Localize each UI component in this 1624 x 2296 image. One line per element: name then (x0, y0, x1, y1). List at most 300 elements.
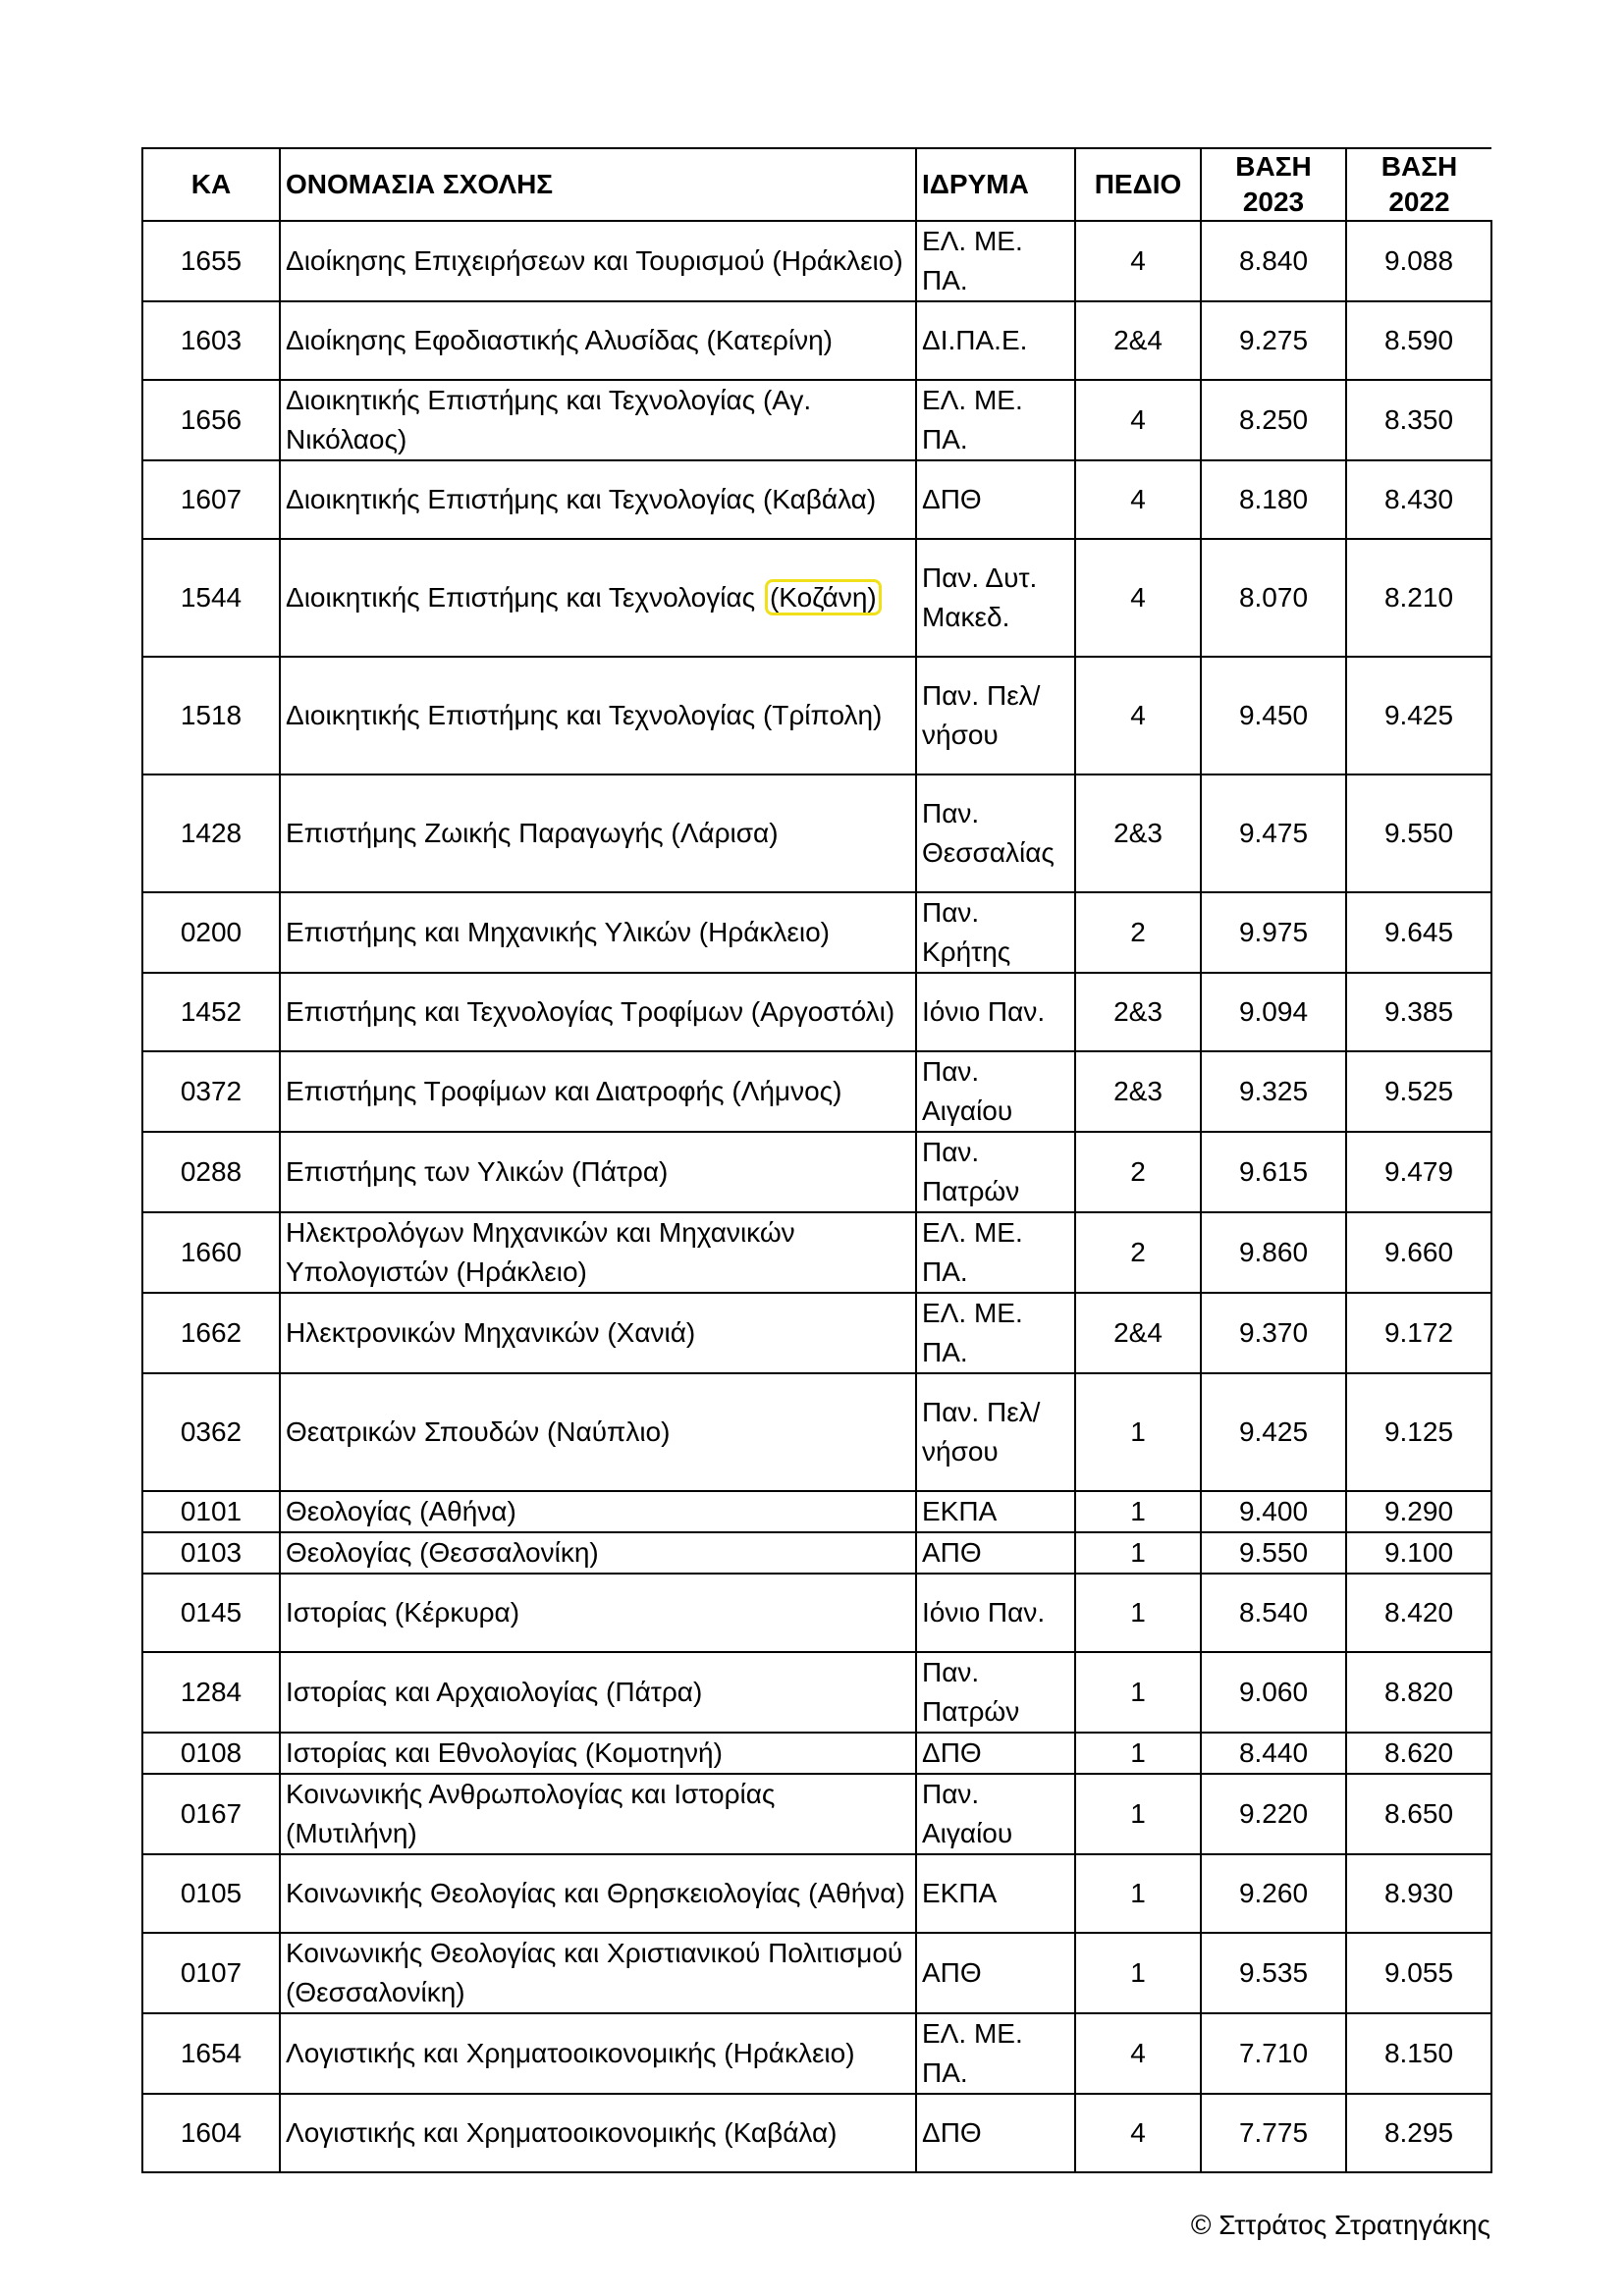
header-base-2023: ΒΑΣΗ 2023 (1201, 148, 1346, 221)
cell-field-text: 2&3 (1113, 818, 1163, 848)
cell-code-text: 1603 (180, 325, 243, 355)
cell-institution (916, 380, 1075, 460)
cell-base-2022-text: 9.172 (1383, 1317, 1454, 1348)
cell-institution (916, 774, 1075, 892)
cell-base-2022-text: 8.820 (1383, 1677, 1454, 1707)
table-row (142, 774, 1491, 892)
cell-base-2022-text: 9.088 (1383, 245, 1454, 276)
cell-field-text: 2 (1130, 917, 1146, 947)
cell-institution (916, 2013, 1075, 2094)
cell-field-text: 2 (1130, 1237, 1146, 1267)
cell-base-2022-text: 9.125 (1383, 1416, 1454, 1447)
cell-code (142, 1733, 280, 1774)
cell-base-2023 (1201, 657, 1346, 774)
cell-base-2022 (1346, 1733, 1491, 1774)
cell-institution (916, 1733, 1075, 1774)
cell-name-text: Κοινωνικής Ανθρωπολογίας και Ιστορίας (Μυτιλήνη) (286, 1779, 776, 1848)
cell-base-2022-text: 9.425 (1383, 700, 1454, 730)
cell-base-2022 (1346, 221, 1491, 301)
cell-field-text: 1 (1130, 1957, 1146, 1988)
cell-base-2023 (1201, 380, 1346, 460)
cell-field-text: 1 (1130, 1597, 1146, 1628)
cell-name-text: Επιστήμης Τροφίμων και Διατροφής (Λήμνος) (286, 1076, 842, 1106)
cell-base-2023-text: 9.535 (1238, 1957, 1309, 1988)
cell-institution-text: ΔΙ.ΠΑ.Ε. (922, 325, 1028, 355)
cell-base-2022-text: 8.590 (1383, 325, 1454, 355)
cell-code-text: 1604 (180, 2117, 243, 2148)
cell-base-2023 (1201, 1293, 1346, 1373)
cell-code (142, 892, 280, 973)
header-institution: ΙΔΡΥΜΑ (916, 148, 1075, 221)
cell-base-2023-text: 9.060 (1238, 1677, 1309, 1707)
cell-base-2023 (1201, 1733, 1346, 1774)
table-row (142, 657, 1491, 774)
cell-code (142, 657, 280, 774)
copyright-notice: © Σττράτος Στρατηγάκης (1190, 2210, 1490, 2240)
cell-base-2023 (1201, 973, 1346, 1051)
table-row (142, 973, 1491, 1051)
cell-institution-text: ΕΛ. ΜΕ. ΠΑ. (922, 226, 1023, 295)
cell-field-text: 4 (1130, 700, 1146, 730)
cell-base-2023 (1201, 1774, 1346, 1854)
cell-base-2022-text: 9.525 (1383, 1076, 1454, 1106)
cell-field-text: 2&3 (1113, 996, 1163, 1027)
cell-base-2022-text: 9.055 (1383, 1957, 1454, 1988)
cell-name (280, 774, 916, 892)
cell-name (280, 1051, 916, 1132)
cell-code (142, 1933, 280, 2013)
cell-field (1075, 1532, 1201, 1574)
cell-field (1075, 2094, 1201, 2172)
cell-base-2023 (1201, 1933, 1346, 2013)
cell-name-text: Θεατρικών Σπουδών (Ναύπλιο) (286, 1416, 671, 1447)
cell-field (1075, 1774, 1201, 1854)
cell-code-text: 0167 (180, 1798, 243, 1829)
cell-institution-text: ΕΚΠΑ (922, 1496, 998, 1526)
cell-base-2022 (1346, 1774, 1491, 1854)
cell-code-text: 1518 (180, 700, 243, 730)
cell-field (1075, 460, 1201, 539)
cell-field (1075, 1212, 1201, 1293)
cell-code-text: 0108 (180, 1737, 243, 1768)
cell-code (142, 774, 280, 892)
table-row (142, 2094, 1491, 2172)
cell-base-2023-text: 9.400 (1238, 1496, 1309, 1526)
cell-field-text: 4 (1130, 404, 1146, 435)
cell-base-2023-text: 9.260 (1238, 1878, 1309, 1908)
cell-base-2023 (1201, 892, 1346, 973)
cell-field (1075, 892, 1201, 973)
cell-base-2023-text: 9.975 (1238, 917, 1309, 947)
cell-name (280, 1854, 916, 1933)
cell-code (142, 2094, 280, 2172)
cell-code (142, 1854, 280, 1933)
cell-name-text: Διοικητικής Επιστήμης και Τεχνολογίας (Καβάλα) (286, 484, 877, 514)
cell-code-text: 0105 (180, 1878, 243, 1908)
cell-institution (916, 1574, 1075, 1652)
cell-code (142, 1774, 280, 1854)
cell-institution (916, 1212, 1075, 1293)
cell-base-2023 (1201, 2094, 1346, 2172)
cell-institution (916, 1051, 1075, 1132)
cell-code-text: 0288 (180, 1156, 243, 1187)
cell-institution (916, 221, 1075, 301)
cell-base-2022-text: 8.650 (1383, 1798, 1454, 1829)
cell-institution (916, 1854, 1075, 1933)
header-field: ΠΕΔΙΟ (1075, 148, 1201, 221)
cell-name (280, 2013, 916, 2094)
cell-code (142, 221, 280, 301)
cell-code (142, 460, 280, 539)
cell-base-2022 (1346, 1373, 1491, 1491)
cell-institution (916, 657, 1075, 774)
cell-code-text: 0101 (180, 1496, 243, 1526)
cell-base-2022-text: 8.210 (1383, 582, 1454, 613)
cell-base-2023 (1201, 539, 1346, 657)
cell-institution-text: Παν. Πατρών (922, 1137, 1020, 1206)
cell-base-2023-text: 8.440 (1238, 1737, 1309, 1768)
cell-institution-text: ΔΠΘ (922, 484, 982, 514)
cell-name (280, 1491, 916, 1532)
cell-base-2022-text: 8.295 (1383, 2117, 1454, 2148)
cell-base-2022-text: 8.150 (1383, 2038, 1454, 2068)
cell-institution-text: Ιόνιο Παν. (922, 996, 1046, 1027)
cell-code-text: 0362 (180, 1416, 243, 1447)
cell-institution (916, 1652, 1075, 1733)
cell-field (1075, 1733, 1201, 1774)
cell-name-text: Επιστήμης Ζωικής Παραγωγής (Λάρισα) (286, 818, 779, 848)
cell-base-2022 (1346, 1051, 1491, 1132)
cell-institution-text: ΑΠΘ (922, 1957, 982, 1988)
cell-base-2022-text: 8.430 (1383, 484, 1454, 514)
cell-base-2023-text: 9.275 (1238, 325, 1309, 355)
cell-base-2022 (1346, 539, 1491, 657)
cell-field-text: 4 (1130, 2038, 1146, 2068)
highlight-marker: (Κοζάνη) (765, 579, 882, 615)
cell-name (280, 1652, 916, 1733)
cell-name (280, 380, 916, 460)
cell-institution (916, 2094, 1075, 2172)
table-row (142, 892, 1491, 973)
cell-institution (916, 460, 1075, 539)
cell-field-text: 4 (1130, 2117, 1146, 2148)
header-base-2022: ΒΑΣΗ 2022 (1346, 148, 1491, 221)
cell-base-2023 (1201, 774, 1346, 892)
cell-base-2022 (1346, 1652, 1491, 1733)
cell-base-2023 (1201, 221, 1346, 301)
cell-name (280, 1212, 916, 1293)
cell-code-text: 0145 (180, 1597, 243, 1628)
table-row (142, 221, 1491, 301)
cell-institution (916, 1293, 1075, 1373)
cell-code (142, 2013, 280, 2094)
cell-base-2022 (1346, 1132, 1491, 1212)
cell-base-2023-text: 9.425 (1238, 1416, 1309, 1447)
cell-name (280, 1774, 916, 1854)
cell-base-2022-text: 9.550 (1383, 818, 1454, 848)
cell-base-2023 (1201, 301, 1346, 380)
cell-institution-text: Παν. Πατρών (922, 1657, 1020, 1727)
cell-base-2022-text: 8.350 (1383, 404, 1454, 435)
table-row (142, 1212, 1491, 1293)
cell-field-text: 2&4 (1113, 1317, 1163, 1348)
cell-base-2023 (1201, 1532, 1346, 1574)
cell-institution (916, 1774, 1075, 1854)
cell-institution (916, 539, 1075, 657)
header-code: ΚΑ (142, 148, 280, 221)
cell-institution-text: ΕΚΠΑ (922, 1878, 998, 1908)
cell-base-2023-text: 8.250 (1238, 404, 1309, 435)
cell-name-text: Επιστήμης και Μηχανικής Υλικών (Ηράκλειο) (286, 917, 830, 947)
table-row (142, 1293, 1491, 1373)
cell-base-2023-text: 9.860 (1238, 1237, 1309, 1267)
cell-institution-text: ΕΛ. ΜΕ. ΠΑ. (922, 1298, 1023, 1367)
cell-base-2023-text: 9.615 (1238, 1156, 1309, 1187)
cell-institution-text: Παν. Πελ/νήσου (922, 1397, 1041, 1467)
cell-field-text: 1 (1130, 1416, 1146, 1447)
table-row (142, 2013, 1491, 2094)
cell-field (1075, 1373, 1201, 1491)
cell-field-text: 1 (1130, 1677, 1146, 1707)
cell-name (280, 1574, 916, 1652)
cell-name (280, 301, 916, 380)
cell-institution (916, 301, 1075, 380)
cell-institution-text: Παν. Αιγαίου (922, 1779, 1013, 1848)
cell-code (142, 1132, 280, 1212)
cell-name (280, 892, 916, 973)
cell-base-2023-text: 7.775 (1238, 2117, 1309, 2148)
table-row (142, 1532, 1491, 1574)
cell-institution-text: ΔΠΘ (922, 2117, 982, 2148)
cell-base-2022 (1346, 380, 1491, 460)
cell-field (1075, 774, 1201, 892)
cell-name-text: Επιστήμης και Τεχνολογίας Τροφίμων (Αργοστόλι) (286, 996, 895, 1027)
cell-base-2022-text: 8.930 (1383, 1878, 1454, 1908)
cell-base-2022 (1346, 2094, 1491, 2172)
cell-field (1075, 2013, 1201, 2094)
cell-institution-text: Παν. Θεσσαλίας (922, 798, 1055, 868)
cell-field (1075, 1051, 1201, 1132)
cell-base-2023 (1201, 1132, 1346, 1212)
cell-name-text: Ιστορίας και Εθνολογίας (Κομοτηνή) (286, 1737, 723, 1768)
cell-field-text: 2&4 (1113, 325, 1163, 355)
cell-name (280, 221, 916, 301)
cell-base-2023-text: 9.550 (1238, 1537, 1309, 1568)
cell-code (142, 1532, 280, 1574)
cell-name-text: Θεολογίας (Αθήνα) (286, 1496, 516, 1526)
table-row (142, 380, 1491, 460)
cell-name-text: Ηλεκτρολόγων Μηχανικών και Μηχανικών Υπολογιστών (Ηράκλειο) (286, 1217, 795, 1287)
cell-name-text: Διοίκησης Επιχειρήσεων και Τουρισμού (Ηράκλειο) (286, 245, 903, 276)
cell-base-2023-text: 9.325 (1238, 1076, 1309, 1106)
cell-code (142, 973, 280, 1051)
cell-base-2023 (1201, 2013, 1346, 2094)
cell-code (142, 1051, 280, 1132)
cell-name (280, 1933, 916, 2013)
table-row (142, 1051, 1491, 1132)
cell-field (1075, 380, 1201, 460)
cell-institution-text: ΕΛ. ΜΕ. ΠΑ. (922, 385, 1023, 454)
cell-code (142, 1652, 280, 1733)
cell-code-text: 1656 (180, 404, 243, 435)
cell-field-text: 2 (1130, 1156, 1146, 1187)
cell-name (280, 1532, 916, 1574)
cell-name-text: Θεολογίας (Θεσσαλονίκη) (286, 1537, 599, 1568)
cell-base-2022 (1346, 460, 1491, 539)
cell-code-text: 1544 (180, 582, 243, 613)
cell-institution-text: Παν. Πελ/νήσου (922, 680, 1041, 750)
cell-code-text: 1607 (180, 484, 243, 514)
cell-institution (916, 1532, 1075, 1574)
cell-base-2023-text: 8.540 (1238, 1597, 1309, 1628)
cell-name (280, 973, 916, 1051)
cell-base-2023-text: 9.450 (1238, 700, 1309, 730)
cell-base-2022 (1346, 1933, 1491, 2013)
cell-institution-text: ΔΠΘ (922, 1737, 982, 1768)
table-row (142, 1652, 1491, 1733)
cell-institution (916, 1373, 1075, 1491)
cell-field-text: 4 (1130, 582, 1146, 613)
cell-base-2023-text: 9.475 (1238, 818, 1309, 848)
cell-institution (916, 973, 1075, 1051)
cell-name (280, 1293, 916, 1373)
cell-name-text: Διοικητικής Επιστήμης και Τεχνολογίας (286, 582, 756, 613)
cell-field (1075, 973, 1201, 1051)
cell-name-text: Διοίκησης Εφοδιαστικής Αλυσίδας (Κατερίνη) (286, 325, 833, 355)
cell-base-2022-text: 9.385 (1383, 996, 1454, 1027)
cell-code-text: 1662 (180, 1317, 243, 1348)
cell-field (1075, 1491, 1201, 1532)
cell-code (142, 380, 280, 460)
cell-code (142, 1373, 280, 1491)
cell-field-text: 4 (1130, 484, 1146, 514)
cell-field-text: 1 (1130, 1537, 1146, 1568)
cell-base-2023 (1201, 1854, 1346, 1933)
table-row (142, 1373, 1491, 1491)
cell-field (1075, 539, 1201, 657)
cell-base-2022 (1346, 1212, 1491, 1293)
table-row (142, 539, 1491, 657)
cell-base-2022-text: 8.420 (1383, 1597, 1454, 1628)
cell-field (1075, 301, 1201, 380)
cell-code (142, 1212, 280, 1293)
cell-institution-text: ΕΛ. ΜΕ. ΠΑ. (922, 1217, 1023, 1287)
cell-code (142, 301, 280, 380)
cell-base-2022-text: 9.645 (1383, 917, 1454, 947)
cell-name-text: Ιστορίας (Κέρκυρα) (286, 1597, 520, 1628)
cell-field (1075, 1652, 1201, 1733)
cell-code-text: 0200 (180, 917, 243, 947)
table-row (142, 1774, 1491, 1854)
table-row (142, 301, 1491, 380)
cell-institution (916, 1491, 1075, 1532)
cell-field (1075, 1574, 1201, 1652)
cell-code (142, 1491, 280, 1532)
cell-institution-text: ΕΛ. ΜΕ. ΠΑ. (922, 2018, 1023, 2088)
cell-base-2022-text: 9.100 (1383, 1537, 1454, 1568)
cell-name-text: Ιστορίας και Αρχαιολογίας (Πάτρα) (286, 1677, 703, 1707)
table-row (142, 1491, 1491, 1532)
cell-name-text: Κοινωνικής Θεολογίας και Χριστιανικού Πολιτισμού (Θεσσαλονίκη) (286, 1938, 903, 2007)
cell-name-text: Ηλεκτρονικών Μηχανικών (Χανιά) (286, 1317, 696, 1348)
cell-code-text: 1654 (180, 2038, 243, 2068)
cell-base-2022 (1346, 1293, 1491, 1373)
cell-base-2023-text: 9.370 (1238, 1317, 1309, 1348)
table-row (142, 1574, 1491, 1652)
cell-code-text: 0103 (180, 1537, 243, 1568)
cell-name-text: Διοικητικής Επιστήμης και Τεχνολογίας (Τρίπολη) (286, 700, 883, 730)
cell-name (280, 1132, 916, 1212)
cell-base-2022 (1346, 657, 1491, 774)
cell-field (1075, 1293, 1201, 1373)
cell-name-text: Επιστήμης των Υλικών (Πάτρα) (286, 1156, 669, 1187)
cell-base-2022 (1346, 1854, 1491, 1933)
cell-name (280, 460, 916, 539)
table-row (142, 460, 1491, 539)
cell-institution-text: Ιόνιο Παν. (922, 1597, 1046, 1628)
cell-field (1075, 1132, 1201, 1212)
cell-base-2023 (1201, 1491, 1346, 1532)
header-row (142, 148, 1491, 221)
cell-base-2023 (1201, 1652, 1346, 1733)
cell-institution-text: Παν. Αιγαίου (922, 1056, 1013, 1126)
cell-field (1075, 1854, 1201, 1933)
cell-code-text: 0372 (180, 1076, 243, 1106)
cell-name (280, 2094, 916, 2172)
cell-institution (916, 892, 1075, 973)
cell-base-2023 (1201, 460, 1346, 539)
cell-code-text: 1284 (180, 1677, 243, 1707)
cell-name (280, 1373, 916, 1491)
cell-base-2022 (1346, 2013, 1491, 2094)
cell-base-2022-text: 9.660 (1383, 1237, 1454, 1267)
cell-base-2022-text: 9.479 (1383, 1156, 1454, 1187)
cell-name-text: Λογιστικής και Χρηματοοικονομικής (Ηράκλειο) (286, 2038, 855, 2068)
cell-code-text: 1428 (180, 818, 243, 848)
cell-base-2023-text: 9.220 (1238, 1798, 1309, 1829)
cell-code (142, 1293, 280, 1373)
header-name: ΟΝΟΜΑΣΙΑ ΣΧΟΛΗΣ (280, 148, 916, 221)
cell-field-text: 1 (1130, 1496, 1146, 1526)
cell-base-2023-text: 8.070 (1238, 582, 1309, 613)
table-row (142, 1132, 1491, 1212)
cell-institution (916, 1132, 1075, 1212)
cell-name-text: Κοινωνικής Θεολογίας και Θρησκειολογίας (Αθήνα) (286, 1878, 905, 1908)
cell-base-2023 (1201, 1212, 1346, 1293)
cell-name (280, 1733, 916, 1774)
cell-name-text: Διοικητικής Επιστήμης και Τεχνολογίας (Αγ. Νικόλαος) (286, 385, 812, 454)
cell-base-2022 (1346, 892, 1491, 973)
cell-base-2022-text: 9.290 (1383, 1496, 1454, 1526)
cell-field-text: 1 (1130, 1798, 1146, 1829)
cell-field (1075, 657, 1201, 774)
cell-base-2023 (1201, 1574, 1346, 1652)
cell-field (1075, 221, 1201, 301)
cell-institution-text: Παν. Κρήτης (922, 897, 1011, 967)
cell-base-2023-text: 8.180 (1238, 484, 1309, 514)
admission-bases-table (141, 147, 1492, 2173)
cell-field-text: 1 (1130, 1737, 1146, 1768)
cell-base-2022-text: 8.620 (1383, 1737, 1454, 1768)
cell-base-2022 (1346, 301, 1491, 380)
cell-base-2023-text: 8.840 (1238, 245, 1309, 276)
table-row (142, 1733, 1491, 1774)
table-row (142, 1933, 1491, 2013)
cell-name (280, 657, 916, 774)
cell-base-2023-text: 7.710 (1238, 2038, 1309, 2068)
cell-name (280, 539, 916, 657)
cell-institution (916, 1933, 1075, 2013)
